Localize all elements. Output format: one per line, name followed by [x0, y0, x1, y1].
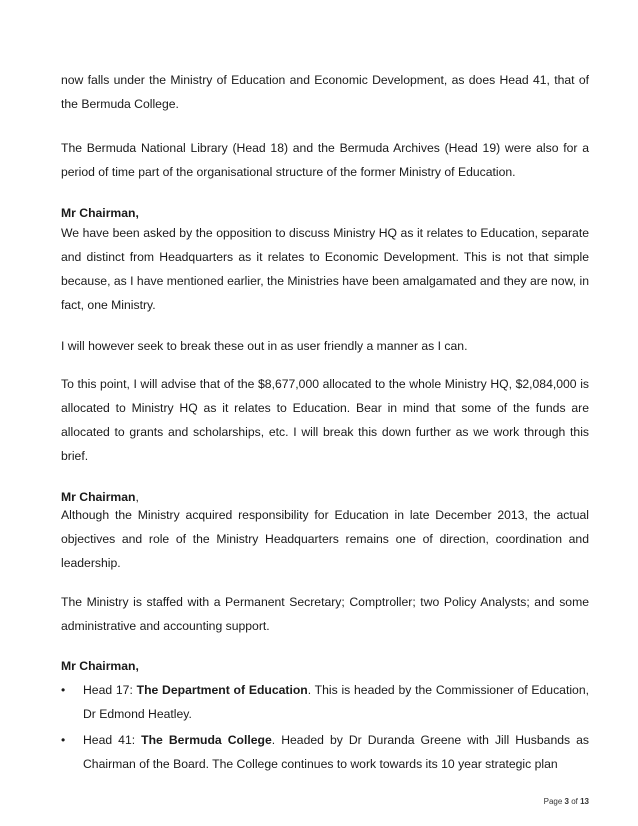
- heads-list: [61, 678, 589, 776]
- bullet-text: . Headed by Dr Duranda Greene with Jill Husbands as Chairman of the Board. The College continues to work towards its 10 year strategic plan: [83, 733, 590, 771]
- page-current: 3: [564, 797, 569, 806]
- bullet-prefix: Head 17:: [83, 683, 137, 697]
- paragraph-allocation: To this point, I will advise that of the $8,677,000 allocated to the whole Ministry HQ, $2,084,000 is allocated to Ministry HQ as it relates to Education. Bear in mind that some of the funds are allocated to grants and scholarships, etc. I will break this down further as we work through this brief.: [61, 377, 589, 463]
- list-item: [61, 678, 589, 726]
- bullet-marker: •: [61, 733, 66, 747]
- paragraph-library-archives: The Bermuda National Library (Head 18) and the Bermuda Archives (Head 19) were also for a period of time part of the organisational structure of the former Ministry of Education.: [61, 141, 589, 179]
- document-page: [61, 0, 589, 826]
- paragraph-staffing: The Ministry is staffed with a Permanent Secretary; Comptroller; two Policy Analysts; and some administrative and accounting support.: [61, 595, 589, 633]
- bullet-title: The Department of Education: [136, 683, 308, 697]
- heading-mr-chairman-3: Mr Chairman,: [61, 659, 139, 673]
- page-word: Page: [543, 797, 565, 806]
- page-number: [544, 797, 589, 806]
- bullet-text: . This is headed by the Commissioner of Education, Dr Edmond Heatley.: [83, 683, 589, 721]
- bullet-marker: •: [61, 683, 66, 697]
- bullet-prefix: Head 41:: [83, 733, 142, 747]
- paragraph-ministry-hq: We have been asked by the opposition to discuss Ministry HQ as it relates to Education, separate and distinct from Headquarters as it relates to Economic Development. This is not that simple because, as I have mentioned earlier, the Ministries have been amalgamated and they are now, in fact, one Ministry.: [61, 226, 589, 312]
- bullet-title: The Bermuda College: [141, 733, 272, 747]
- paragraph-objectives: Although the Ministry acquired responsibility for Education in late December 2013, the actual objectives and role of the Ministry Headquarters remains one of direction, coordination and leadership.: [61, 508, 589, 570]
- paragraph-head-41-intro: now falls under the Ministry of Education and Economic Development, as does Head 41, that of the Bermuda College.: [61, 73, 589, 111]
- heading-mr-chairman-2-comma: ,: [135, 490, 139, 504]
- heading-mr-chairman-2-text: Mr Chairman: [61, 490, 136, 504]
- page-of: of: [568, 797, 581, 806]
- heading-mr-chairman-1: Mr Chairman,: [61, 206, 139, 220]
- paragraph-user-friendly: I will however seek to break these out in as user friendly a manner as I can.: [61, 339, 468, 353]
- page-total: 13: [580, 797, 589, 806]
- list-item: [61, 728, 589, 776]
